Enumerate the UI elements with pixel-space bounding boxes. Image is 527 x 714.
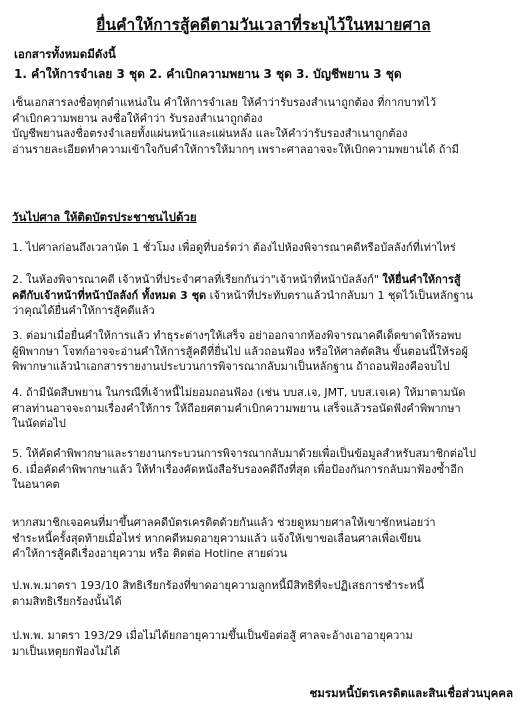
intro-line: อ่านรายละเอียดทำความเข้าใจกับคำให้การให้มากๆ เพราะศาลอาจจะให้เบิกความพยานได้ ถ้ามี bbox=[12, 142, 459, 156]
step-3-line: พิพากษาแล้วนำเอกสารรายงานประบวนการพิจารณากลับมาเป็นหลักฐาน ถ้าถอนฟ้องคือจบไป bbox=[12, 360, 450, 373]
intro-line: เซ็นเอกสารลงชื่อทุกตำแหน่งใน คำให้การจำเลย ให้คำว่ารับรองสำเนาถูกต้อง ที่กากบาทไว้ bbox=[12, 96, 437, 109]
step-4-line: ศาลท่านอาจจะถามเรื่องคำให้การ ให้ถือยศตามคำเบิกความพยาน เสร็จแล้วรอนัดฟังคำพิพากษา bbox=[12, 401, 461, 415]
law-line: ตามสิทธิเรียกร้องนั้นได้ bbox=[12, 594, 122, 608]
step-5-text: 5. ให้คัดคำพิพากษาและรายงานกระบวนการพิจารณากลับมาด้วยเพื่อเป็นข้อมูลสำหรับสมาชิกต่อไป bbox=[12, 447, 476, 460]
documents-list: 1. คำให้การจำเลย 3 ชุด 2. คำเบิกความพยาน 3 ชุด 3. บัญชีพยาน 3 ชุด bbox=[14, 67, 402, 81]
advice-line: หากสมาชิกเจอคนที่มาขึ้นศาลคดีบัตรเครดิตด้วยกันแล้ว ช่วยดูหมายศาลให้เขาซักหน่อยว่า bbox=[12, 516, 436, 529]
advice-line: คำให้การสู้คดีเรื่องอายุความ หรือ ติดต่อ Hotline สายด่วน bbox=[12, 547, 288, 560]
step-5-6 bbox=[12, 446, 520, 493]
step-2-text: 2. ในห้องพิจารณาคดี เจ้าหน้าที่ประจำศาลที่เรียกกันว่า"เจ้าหน้าที่หน้าบัลลังก์" bbox=[12, 273, 383, 286]
court-day-heading: วันไปศาล ให้ติดบัตรประชาชนไปด้วย bbox=[12, 210, 197, 224]
page-title: ยื่นคำให้การสู้คดีตามวันเวลาที่ระบุไว้ในหมายศาล bbox=[96, 16, 431, 34]
step-4-line: ในนัดต่อไป bbox=[12, 417, 66, 430]
step-2-emphasis: คดีกับเจ้าหน้าที่หน้าบัลลังก์ ทั้งหมด 3 ชุด bbox=[12, 288, 207, 302]
step-3-line: ผู้พิพากษา โจทก์อาจจะอ่านคำให้การสู้คดีที่ยื่นไป แล้วถอนฟ้อง หรือให้ศาลตัดสิน ขั้นตอนนี้ให้รอผู้ bbox=[12, 344, 468, 358]
step-4-line: 4. ถ้ามีนัดสืบพยาน ในกรณีที่เจ้าหนี้ไม่ยอมถอนฟ้อง (เช่น บบส.เจ, JMT, บบส.เจเค) ให้มาตามนัด bbox=[12, 386, 466, 399]
law-line: มาเป็นเหตุยกฟ้องไม่ได้ bbox=[12, 644, 121, 658]
intro-paragraph bbox=[12, 95, 520, 157]
step-6-line: ในอนาคต bbox=[12, 478, 60, 491]
law-line: ป.พ.พ. มาตรา 193/29 เมื่อไม่ได้ยกอายุความขึ้นเป็นข้อต่อสู้ ศาลจะอ้างเอาอายุความ bbox=[12, 629, 413, 642]
advice-line: ชำระหนี้ครั้งสุดท้ายเมื่อไหร่ หากคดีหมดอายุความแล้ว แจ้งให้เขาขอเลื่อนศาลเพื่อเขียน bbox=[12, 531, 421, 545]
intro-line: บัญชีพยานลงชื่อตรงจำเลยทั้งแผ่นหน้าและแผ่นหลัง และให้คำว่ารับรองสำเนาถูกต้อง bbox=[12, 127, 408, 140]
step-2-line-2 bbox=[12, 288, 520, 304]
documents-heading: เอกสารทั้งหมดมีดังนี้ bbox=[14, 47, 116, 61]
step-1 bbox=[12, 240, 520, 256]
law-193-29 bbox=[12, 628, 520, 659]
intro-line: คำเบิกความพยาน ลงชื่อให้คำว่า รับรองสำเนาถูกต้อง bbox=[12, 111, 263, 125]
step-2-emphasis: ให้ยื่นคำให้การสู้ bbox=[382, 273, 461, 286]
organization-signature: ชมรมหนี้บัตรเครดิตและสินเชื่อส่วนบุคคล bbox=[309, 686, 513, 700]
law-line: ป.พ.พ.มาตรา 193/10 สิทธิเรียกร้องที่ขาดอายุความลูกหนี้มีสิทธิที่จะปฏิเสธการชำระหนี้ bbox=[12, 579, 425, 592]
step-2-line-3: ว่าคุณได้ยื่นคำให้การสู้คดีแล้ว bbox=[12, 304, 155, 317]
step-2-line-1 bbox=[12, 272, 520, 288]
step-4 bbox=[12, 385, 520, 432]
advice-paragraph bbox=[12, 515, 520, 562]
step-2 bbox=[12, 272, 520, 319]
law-193-10 bbox=[12, 578, 520, 609]
step-3-line: 3. ต่อมาเมื่อยื่นคำให้การแล้ว ทำธุระต่างๆให้เสร็จ อย่าออกจากห้องพิจารณาคดีเด็ดขาดให้รอพบ bbox=[12, 329, 462, 342]
step-1-text: 1. ไปศาลก่อนถึงเวลานัด 1 ชั่วโมง เพื่อดูที่บอร์ดว่า ต้องไปห้องพิจารณาคดีหรือบัลลังก์ที่เท่าไหร่ bbox=[12, 241, 456, 254]
step-3 bbox=[12, 328, 520, 375]
step-2-text: เจ้าหน้าที่ประทับตราแล้วนำกลับมา 1 ชุดไว้เป็นหลักฐาน bbox=[206, 288, 474, 302]
step-6-line: 6. เมื่อคัดคำพิพากษาแล้ว ให้ทำเรื่องคัดหนังสือรับรองคดีถึงที่สุด เพื่อป้องกันการกลับมาฟ้องซ้ำอีก bbox=[12, 462, 464, 476]
